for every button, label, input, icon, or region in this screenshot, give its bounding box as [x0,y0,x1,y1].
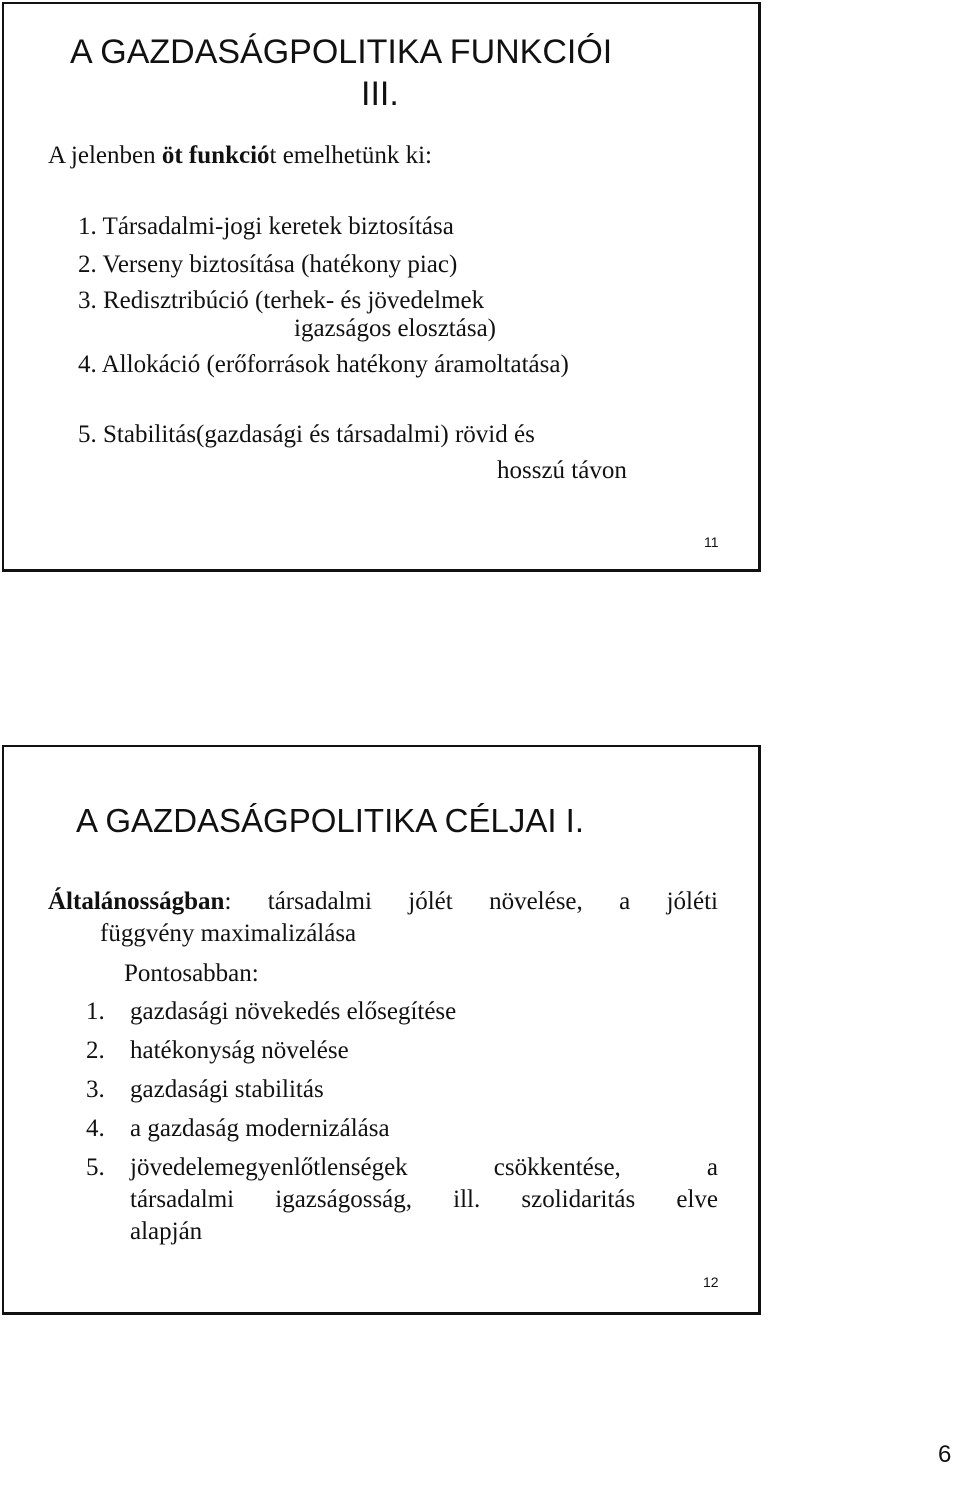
slide-number: 12 [703,1274,719,1290]
list-item: 5. Stabilitás(gazdasági és társadalmi) rövid és [78,421,535,448]
goal-text-continuation: társadalmi igazságosság, ill. szolidaritás elve [130,1186,718,1213]
list-item: 1. Társadalmi-jogi keretek biztosítása [78,213,454,240]
goal-number: 4. [86,1115,105,1142]
goal-number: 3. [86,1076,105,1103]
precisely-label: Pontosabban: [124,960,259,987]
list-item: 2. Verseny biztosítása (hatékony piac) [78,251,458,278]
slide-title: A GAZDASÁGPOLITIKA CÉLJAI I. [76,802,585,839]
goal-text: jövedelemegyenlőtlenségek csökkentése, a [130,1154,718,1181]
general-goal-line2: függvény maximalizálása [100,920,357,947]
general-goal-line1: Általánosságban: társadalmi jólét növelése, a jóléti [48,888,718,915]
goal-number: 2. [86,1037,105,1064]
slide-number: 11 [704,534,719,550]
slide-title-line1: A GAZDASÁGPOLITIKA FUNKCIÓI [70,33,613,71]
list-item: 3. Redisztribúció (terhek- és jövedelmek [78,287,485,314]
goal-text: gazdasági növekedés elősegítése [130,998,457,1025]
slide-11 [2,2,761,572]
slide-12 [2,745,761,1315]
goal-text: hatékonyság növelése [130,1037,349,1064]
list-item: 4. Allokáció (erőforrások hatékony áramoltatása) [78,351,569,378]
list-item-continuation: hosszú távon [497,457,627,484]
page-number: 6 [938,1441,952,1468]
intro-text: A jelenben öt funkciót emelhetünk ki: [48,142,432,169]
goal-text-continuation: alapján [130,1218,203,1245]
slide-title-line2: III. [361,75,399,113]
goal-text: gazdasági stabilitás [130,1076,324,1103]
goal-number: 5. [86,1154,105,1181]
list-item-continuation: igazságos elosztása) [294,315,497,342]
goal-text: a gazdaság modernizálása [130,1115,390,1142]
goal-number: 1. [86,998,105,1025]
